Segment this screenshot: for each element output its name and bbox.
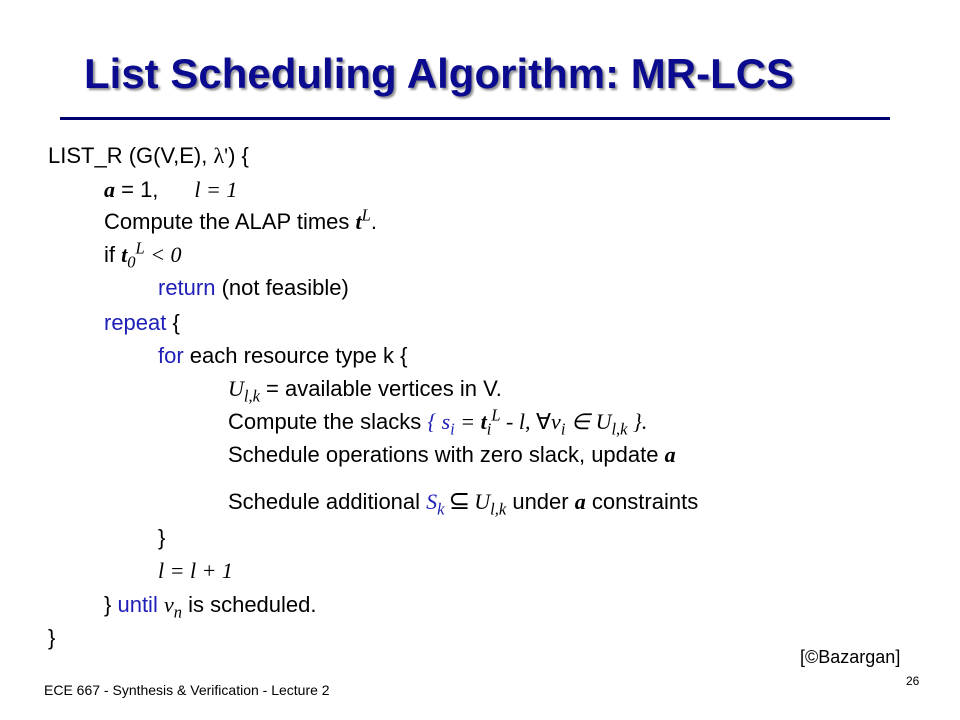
equals: = xyxy=(454,409,481,434)
line-until xyxy=(104,591,317,622)
available-text: = available vertices in V. xyxy=(259,376,502,401)
line-compute-slacks xyxy=(228,405,648,439)
line-if xyxy=(104,238,182,272)
compute-alap-text: Compute the ALAP times xyxy=(104,209,356,234)
sub-k: k xyxy=(437,499,445,519)
sup-l: L xyxy=(135,238,145,258)
increment-l: l = l + 1 xyxy=(158,558,233,583)
line-for xyxy=(158,342,407,370)
var-t: t xyxy=(355,209,362,234)
set-close: }. xyxy=(627,409,648,434)
close-brace: } xyxy=(158,525,166,550)
for-rest: each resource type k { xyxy=(183,343,408,368)
line-repeat xyxy=(104,309,180,337)
var-a: a xyxy=(574,489,586,514)
repeat-brace: { xyxy=(166,310,180,335)
kw-if: if xyxy=(104,242,122,267)
var-t0: t xyxy=(121,242,128,267)
line-compute-alap xyxy=(104,205,377,236)
kw-until: until xyxy=(117,592,158,617)
var-u: U xyxy=(474,489,491,514)
until-rest: is scheduled. xyxy=(181,592,317,617)
compute-slacks-text: Compute the slacks xyxy=(228,409,428,434)
var-t: t xyxy=(480,409,487,434)
sup-l: L xyxy=(491,405,501,425)
sub-lk: l,k xyxy=(611,419,628,439)
line-close-function xyxy=(48,624,55,652)
sup-l: L xyxy=(361,205,371,225)
schedule-zero-slack-text: Schedule operations with zero slack, update xyxy=(228,442,665,467)
line-init xyxy=(104,176,237,204)
kw-return: return xyxy=(158,275,216,300)
sub-i: i xyxy=(560,419,566,439)
sub-n: n xyxy=(173,602,182,622)
line-schedule-zero-slack xyxy=(228,441,676,469)
minus-l: - l, xyxy=(500,409,536,434)
kw-for: for xyxy=(158,343,184,368)
line-close-for xyxy=(158,524,165,552)
sub-lk: l,k xyxy=(243,386,260,406)
period: . xyxy=(370,209,377,234)
sub-i: i xyxy=(450,419,455,439)
schedule-additional-text: Schedule additional xyxy=(228,489,427,514)
constraints-text: constraints xyxy=(585,489,699,514)
return-value: (not feasible) xyxy=(215,275,349,300)
line-list-r xyxy=(48,142,249,170)
init-l: l = 1 xyxy=(194,177,238,202)
slide-title: List Scheduling Algorithm: MR-LCS xyxy=(84,50,795,97)
close-brace: } xyxy=(104,592,118,617)
set-open: { s xyxy=(427,409,451,434)
forall-symbol: ∀ xyxy=(535,409,552,434)
line-return xyxy=(158,274,349,302)
var-u: U xyxy=(228,376,244,401)
in-u: ∈ U xyxy=(565,409,612,434)
lambda-symbol: λ' xyxy=(213,143,229,168)
function-signature-start: LIST_R (G(V,E), xyxy=(48,143,214,168)
page-number: 26 xyxy=(906,674,920,688)
under-text: under xyxy=(506,489,575,514)
sub-lk: l,k xyxy=(490,499,507,519)
var-s: S xyxy=(426,489,438,514)
line-increment xyxy=(158,557,233,585)
title-underline xyxy=(60,117,890,120)
credit-text: [©Bazargan] xyxy=(800,647,901,667)
var-a: a xyxy=(664,442,676,467)
var-v: v xyxy=(163,592,174,617)
init-a-value: = 1, xyxy=(115,177,159,202)
footer-text: ECE 667 - Synthesis & Verification - Lecture 2 xyxy=(44,682,330,698)
sub-0: 0 xyxy=(127,252,136,272)
subseteq-symbol: ⊆ xyxy=(448,486,471,515)
close-brace: } xyxy=(48,625,56,650)
sub-i: i xyxy=(486,419,492,439)
function-signature-end: ) { xyxy=(228,143,249,168)
line-schedule-additional xyxy=(228,486,699,519)
line-available xyxy=(228,375,502,406)
var-v: v xyxy=(551,409,561,434)
var-a: a xyxy=(104,177,115,202)
condition-lt-zero: < 0 xyxy=(144,242,182,267)
kw-repeat: repeat xyxy=(104,310,167,335)
